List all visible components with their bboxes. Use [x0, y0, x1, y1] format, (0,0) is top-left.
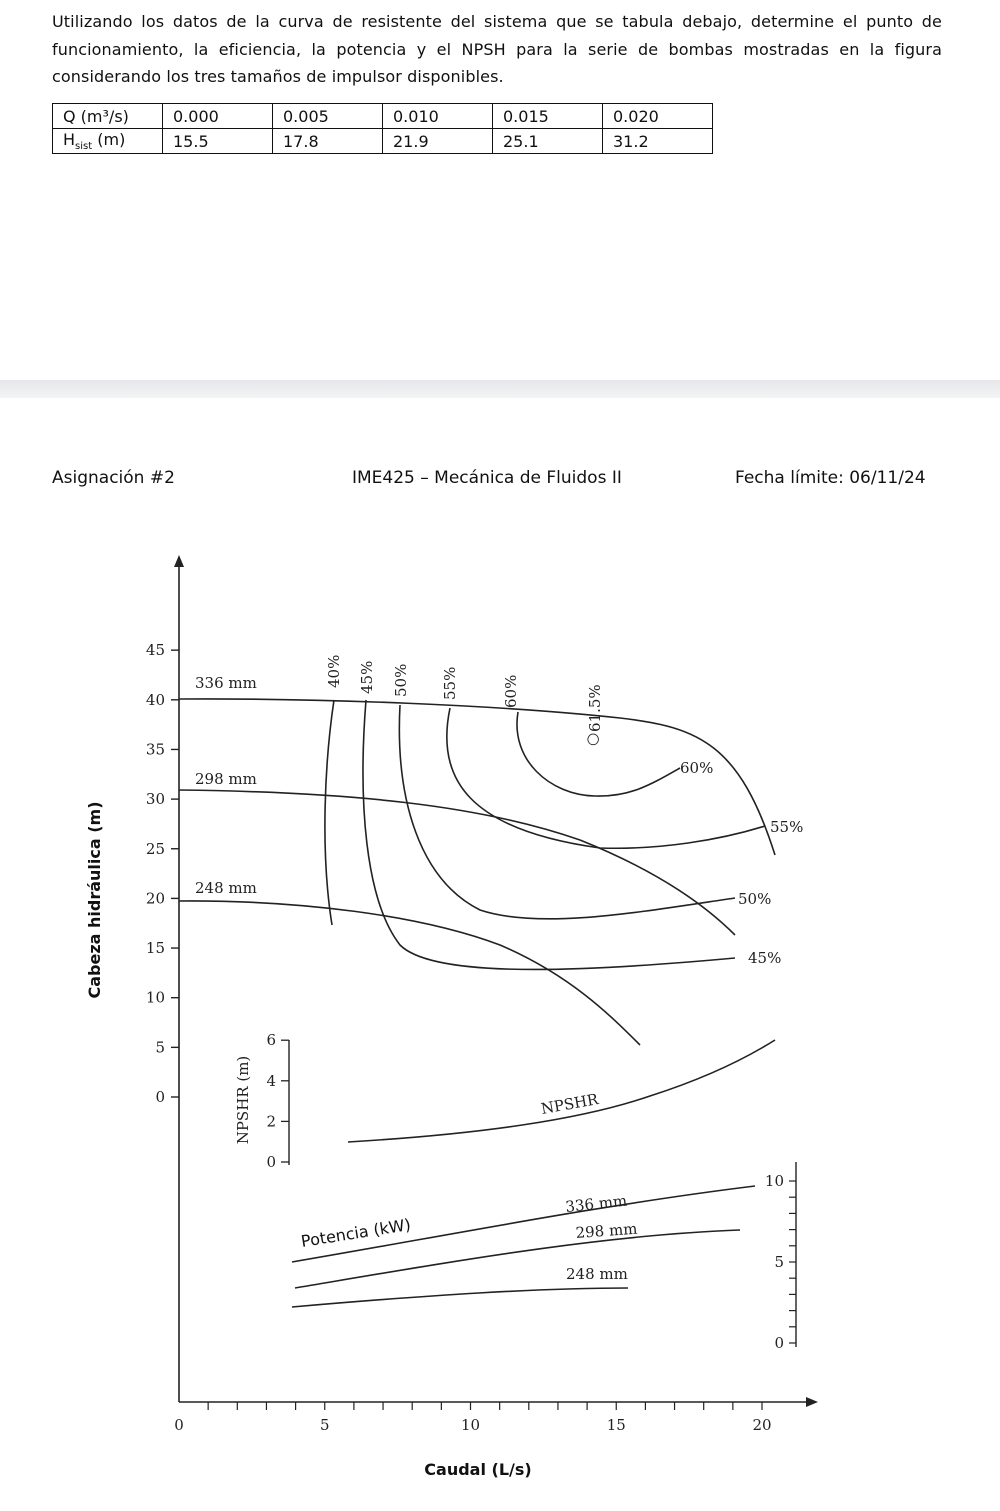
- table-row: [53, 104, 713, 129]
- power-curve-label-298mm: 298 mm: [575, 1219, 638, 1242]
- table-cell: 0.020: [603, 104, 713, 129]
- power-tick-label: 5: [774, 1253, 784, 1271]
- efficiency-curve-45: [363, 700, 735, 969]
- efficiency-label-40: 40%: [325, 654, 343, 688]
- head-tick-label: 45: [145, 641, 165, 660]
- head-tick-label: 30: [145, 790, 165, 809]
- power-curve-248mm: [292, 1288, 628, 1307]
- efficiency-curve-50: [399, 705, 735, 919]
- npshr-curve: [348, 1040, 775, 1142]
- head-tick-label: 15: [145, 939, 165, 958]
- power-label: Potencia (kW): [299, 1214, 413, 1251]
- npsh-tick-label: 6: [266, 1031, 276, 1050]
- head-ticks: [146, 641, 179, 1106]
- system-curve-table: [52, 103, 713, 154]
- x-axis-arrow: [806, 1397, 818, 1407]
- efficiency-curve-40: [325, 700, 334, 925]
- efficiency-label-45: 45%: [358, 660, 376, 694]
- x-tick-label: 10: [460, 1416, 481, 1434]
- problem-statement: Utilizando los datos de la curva de resistente del sistema que se tabula debajo, determine el punto de funcionamiento, la eficiencia, la potencia y el NPSH para la serie de bombas mostradas en la figura considerando los tres tamaños de impulsor disponibles.: [52, 12, 942, 86]
- table-cell: 0.000: [163, 104, 273, 129]
- efficiency-curve-55: [447, 708, 765, 848]
- head-curve-248mm: [179, 901, 640, 1045]
- head-tick-label: 25: [145, 839, 165, 858]
- table-cell: 0.010: [383, 104, 493, 129]
- table-cell: 0.005: [273, 104, 383, 129]
- x-ticks: [174, 1402, 771, 1434]
- head-tick-label: 35: [145, 740, 165, 759]
- power-tick-label: 0: [774, 1334, 784, 1352]
- head-tick-label: 40: [145, 690, 165, 709]
- npsh-tick-label: 4: [266, 1071, 276, 1090]
- head-curve-298mm: [179, 790, 735, 935]
- npsh-ticks: [266, 1031, 289, 1171]
- efficiency-label-61-5: 61.5%: [586, 684, 604, 732]
- impeller-label-336mm: 336 mm: [195, 674, 257, 692]
- y-axis-label: Cabeza hidráulica (m): [85, 801, 104, 999]
- efficiency-label-50: 50%: [392, 663, 410, 697]
- table-cell: 17.8: [273, 129, 383, 154]
- table-cell: 15.5: [163, 129, 273, 154]
- x-tick-label: 0: [174, 1416, 184, 1434]
- efficiency-side-label-60: 60%: [680, 759, 714, 777]
- head-tick-label: 10: [145, 988, 165, 1007]
- page-separator: [0, 380, 1000, 398]
- efficiency-side-label-45: 45%: [748, 949, 782, 967]
- y-axis-arrow: [174, 555, 184, 567]
- efficiency-label-60: 60%: [502, 674, 520, 708]
- power-tick-label: 10: [764, 1172, 784, 1190]
- power-curve-label-248mm: 248 mm: [566, 1265, 628, 1283]
- axes: [179, 565, 808, 1402]
- impeller-label-248mm: 248 mm: [195, 879, 257, 897]
- power-ticks: [765, 1172, 796, 1352]
- npsh-tick-label: 2: [266, 1112, 276, 1131]
- table-cell: 25.1: [493, 129, 603, 154]
- npsh-tick-label: 0: [266, 1153, 276, 1171]
- table-cell: 21.9: [383, 129, 493, 154]
- efficiency-side-label-50: 50%: [738, 890, 772, 908]
- table-row: [53, 129, 713, 154]
- x-tick-label: 15: [606, 1416, 626, 1434]
- impeller-label-298mm: 298 mm: [195, 770, 257, 788]
- npsh-axis-label: NPSHR (m): [234, 1055, 252, 1145]
- npshr-curve-label: NPSHR: [539, 1090, 600, 1118]
- course-label: IME425 – Mecánica de Fluidos II: [352, 468, 622, 488]
- x-axis-label: Caudal (L/s): [424, 1460, 532, 1479]
- assignment-label: Asignación #2: [52, 468, 175, 488]
- q-header: Q (m³/s): [53, 104, 163, 129]
- table-cell: 0.015: [493, 104, 603, 129]
- x-tick-label: 20: [752, 1416, 772, 1434]
- efficiency-label-55: 55%: [441, 666, 459, 700]
- deadline-label: Fecha límite: 06/11/24: [735, 468, 926, 488]
- efficiency-point-61-5: ○: [583, 732, 601, 746]
- power-curve-label-336mm: 336 mm: [564, 1191, 628, 1216]
- head-tick-label: 0: [155, 1088, 165, 1106]
- head-tick-label: 5: [155, 1038, 165, 1057]
- h-header: $H_{sist}$ (m): [53, 129, 163, 154]
- head-tick-label: 20: [145, 889, 165, 908]
- efficiency-side-label-55: 55%: [770, 818, 804, 836]
- pump-performance-chart: [0, 540, 1000, 1500]
- table-cell: 31.2: [603, 129, 713, 154]
- x-tick-label: 5: [319, 1416, 330, 1434]
